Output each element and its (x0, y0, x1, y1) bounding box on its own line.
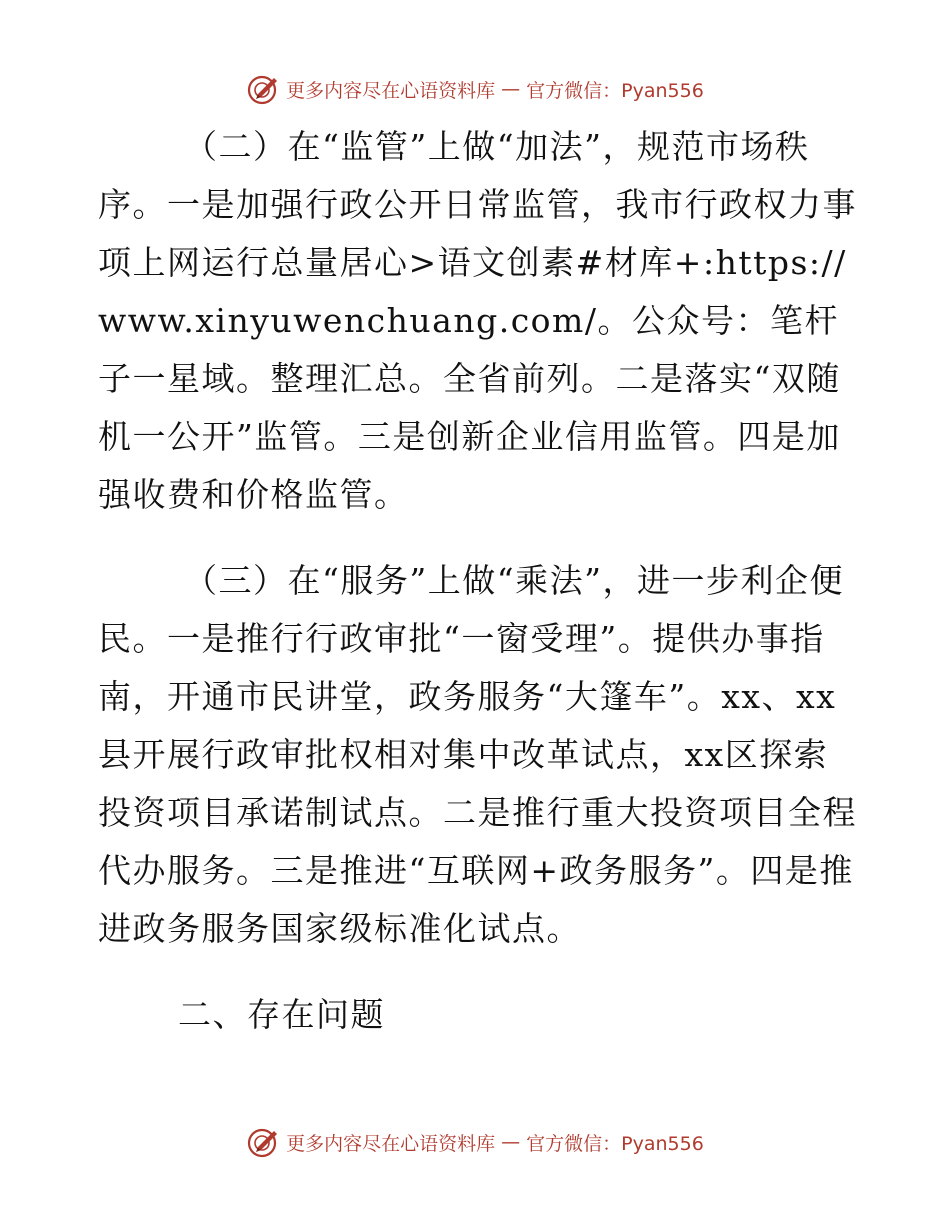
footer-brand-row (246, 1125, 704, 1159)
paragraph-service: （三）在“服务”上做“乘法”，进一步利企便民。一是推行行政审批“一窗受理”。提供办事指南，开通市民讲堂，政务服务“大篷车”。xx、xx县开展行政审批权相对集中改革试点，xx区探索投资项目承诺制试点。二是推行重大投资项目全程代办服务。三是推进“互联网+政务服务”。四是推进政务服务国家级标准化试点。 (98, 561, 857, 948)
header-brand-row (246, 72, 704, 106)
paragraph-supervision: （二）在“监管”上做“加法”，规范市场秩序。一是加强行政公开日常监管，我市行政权力事项上网运行总量居心>语文创素#材库+:https://www.xinyuwenchuang.com/。公众号：笔杆子一星域。整理汇总。全省前列。二是落实“双随机一公开”监管。三是创新企业信用监管。四是加强收费和价格监管。 (98, 127, 857, 514)
section-heading: 二、存在问题 (178, 995, 385, 1034)
header-separator: — (501, 78, 521, 100)
brand-logo-icon (246, 1125, 280, 1159)
header-brand-text: 更多内容尽在心语资料库 (286, 79, 496, 102)
document-body (98, 118, 858, 1044)
header-contact: 官方微信：Pyan556 (526, 79, 704, 102)
brand-logo-icon (246, 72, 280, 106)
page-footer-watermark (0, 1125, 950, 1164)
footer-separator: — (501, 1131, 521, 1153)
footer-contact: 官方微信：Pyan556 (526, 1132, 704, 1155)
page-header-watermark (0, 72, 950, 111)
footer-brand-text: 更多内容尽在心语资料库 (286, 1132, 496, 1155)
